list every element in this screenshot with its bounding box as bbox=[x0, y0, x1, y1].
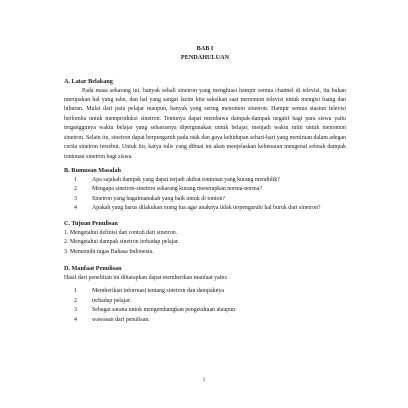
list-item bbox=[64, 297, 346, 306]
list-item-text: Sinetron yang bagaimanakah yang baik untuk di tonton? bbox=[92, 195, 225, 202]
section-d-list bbox=[64, 287, 346, 325]
section-a-paragraph: Pada masa sekarang ini, banyak sekali sinetron yang menghiasi hampir semua channel di televisi, itu bukan merupakan hal yang tabu, dan hal yang sangat lazim kita saksikan saat menonton televisi untuk mengisi luang dan hiburan. Mulai dari para pelajar maupun, banyak yang sering menonton sinetron. Hampir semua stasiun televisi berlomba untuk memproduksi sinetron. Tentunya dapat membawa dampak-dampak negatif bagi para siswa yaitu terganggunya waktu belajar yang seharusnya dipergunakan untuk belajar, menjadi waktu rutin untuk menonton sinetron. Selain itu, sinetron dapat berpengaruh pada otak dan gaya kehidupan sehari-hari yang meniruan dalam adegan cerita sinetron tersebut. Untuk itu, karya tulis yang dibuat ini akan menjelaskan kebenaran mengenai sebuah dampak tontonan sinetron bagi siswa. bbox=[64, 87, 346, 160]
list-item-text: Apa sajakah dampak yang dapat terjadi akibat tontonan yang kurang mendidik? bbox=[92, 176, 280, 183]
list-item-number: 3 bbox=[74, 307, 77, 314]
section-c-list bbox=[64, 229, 346, 257]
list-item-number: 4 bbox=[74, 204, 77, 211]
list-item-number: 3 bbox=[74, 195, 77, 202]
list-item bbox=[64, 204, 346, 213]
list-item bbox=[64, 287, 346, 296]
section-d-heading: D. Manfaat Penulisan bbox=[64, 265, 122, 273]
section-c-heading: C. Tujuan Penulisan bbox=[64, 220, 118, 228]
list-item: 1. Mengetahui definisi dan contoh dari sinetron. bbox=[64, 229, 178, 236]
section-a-heading: A. Latar Belakang bbox=[64, 78, 113, 85]
list-item-text: Memberikan informasi tentang sinetron dan dampaknya bbox=[92, 288, 225, 295]
list-item-number: 1 bbox=[74, 176, 77, 183]
page-number: 1 bbox=[202, 377, 206, 383]
list-item bbox=[64, 185, 346, 194]
list-item-number: 2 bbox=[74, 297, 77, 304]
list-item-number: 2 bbox=[74, 186, 77, 193]
list-item bbox=[64, 316, 346, 325]
list-item-number: 1 bbox=[74, 288, 77, 295]
list-item bbox=[64, 176, 346, 185]
section-b-heading: B. Rumusan Masalah bbox=[64, 167, 121, 175]
list-item bbox=[64, 306, 346, 315]
section-d-intro: Hasil dari penelitian ini diharapkan dapat memberikan manfaat yaitu: bbox=[64, 274, 228, 281]
section-b-list bbox=[64, 176, 346, 214]
list-item bbox=[64, 195, 346, 204]
chapter-title: PENDAHULUAN bbox=[180, 54, 230, 61]
list-item: 3. Memenuhi tugas Bahasa Indonesia. bbox=[64, 248, 154, 255]
list-item-text: Sebagai sarana untuk mengembangkan pengetahuan ataupun bbox=[92, 307, 236, 314]
list-item-text: terhadap pelajar. bbox=[92, 297, 131, 304]
list-item-text: wawasan dari penulisan. bbox=[92, 316, 150, 323]
list-item: 2. Mengetahui dampak sinetron terhadap pelajar. bbox=[64, 239, 179, 246]
list-item-text: Apakah yang harus dilakukan orang tua agar anaknya tidak terpengaruhi hal buruk dari sinetron? bbox=[92, 204, 321, 211]
chapter-label: BAB I bbox=[196, 45, 214, 52]
list-item-number: 4 bbox=[74, 316, 77, 323]
list-item-text: Mengapa sinetron-sinetron sekarang kurang menerapkan norma-norma? bbox=[92, 186, 262, 193]
